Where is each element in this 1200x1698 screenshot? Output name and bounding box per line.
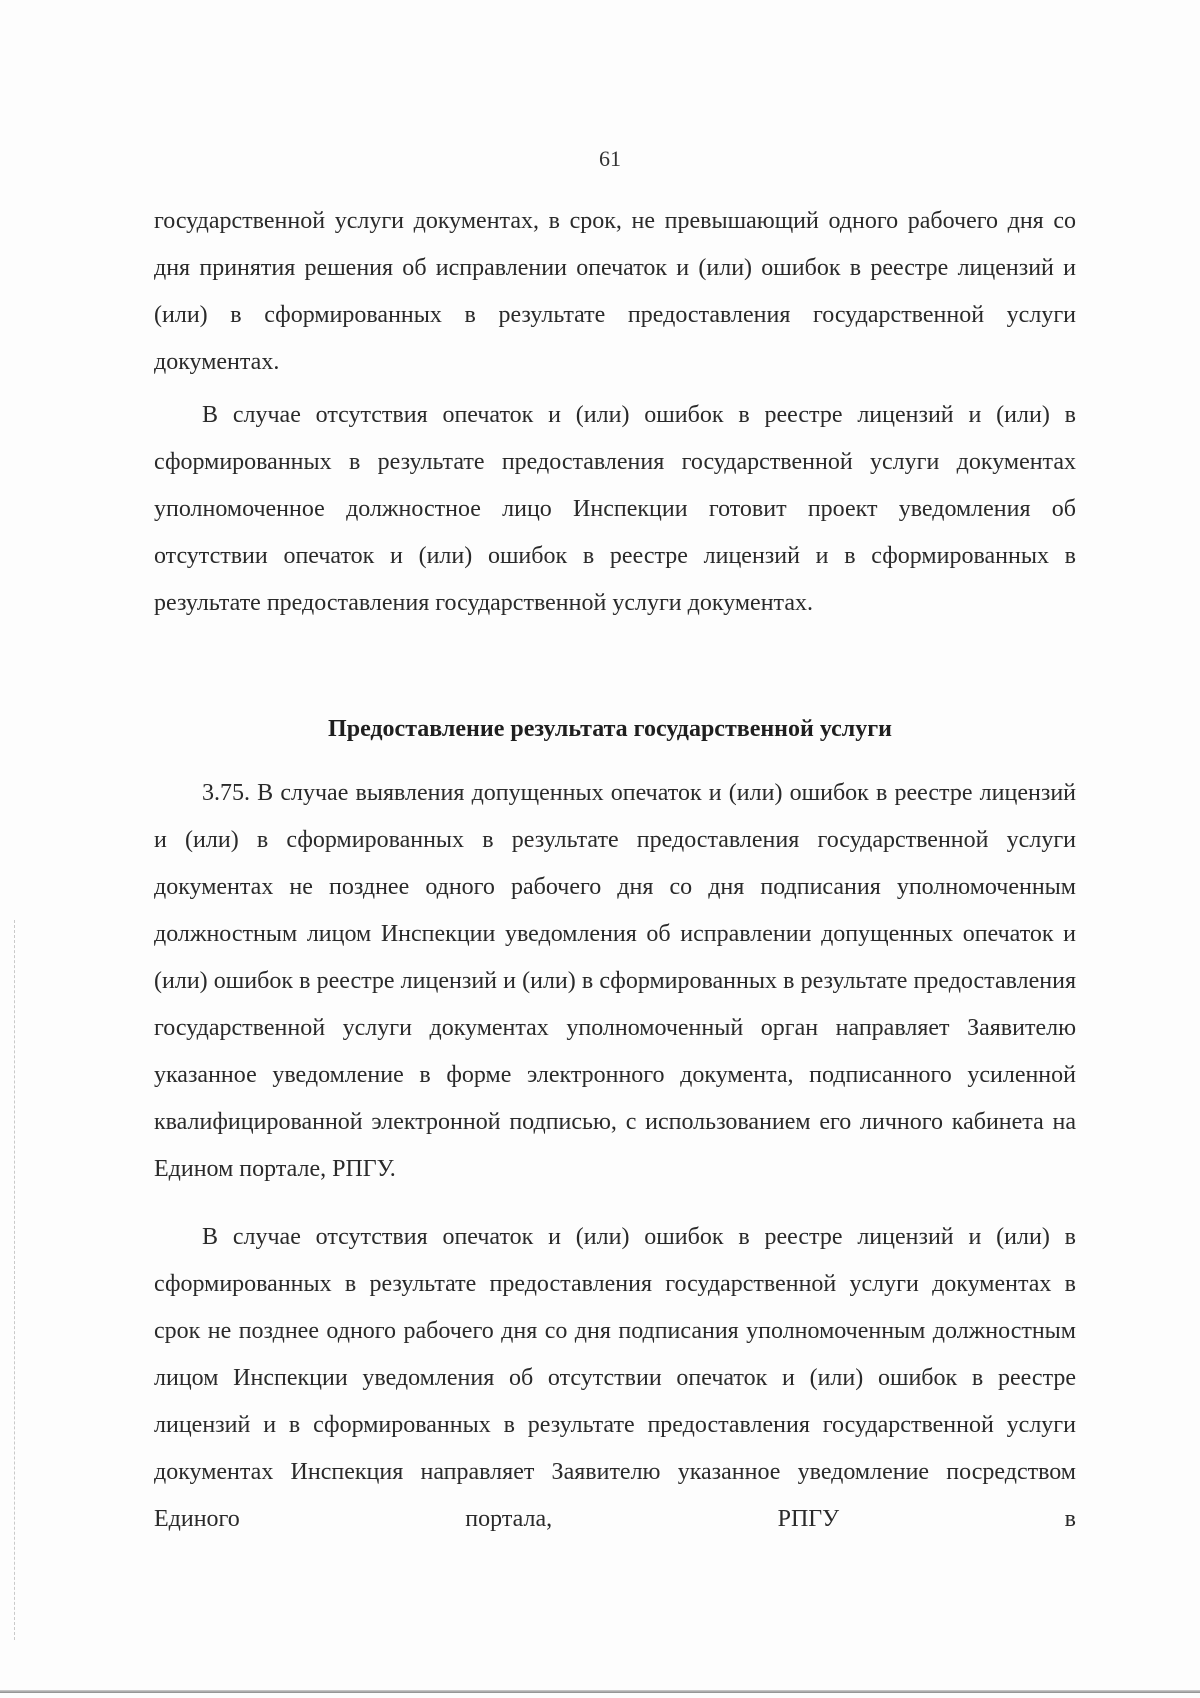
paragraph-no-errors-delivery: В случае отсутствия опечаток и (или) ошибок в реестре лицензий и (или) в сформированных в результате предоставления государственной услуги документах в срок не позднее одного рабочего дня со дня подписания уполномоченным должностным лицом Инспекции уведомления об отсутствии опечаток и (или) ошибок в реестре лицензий и в сформированных в результате предоставления государственной услуги документах Инспекция направляет Заявителю указанное уведомление посредством Единого портала, РПГУ в xyxy=(154,1224,1076,1532)
paragraph-continuation: государственной услуги документах, в срок, не превышающий одного рабочего дня со дня принятия решения об исправлении опечаток и (или) ошибок в реестре лицензий и (или) в сформированных в результате предоставления государственной услуги документах. xyxy=(154,208,1076,375)
section-heading: Предоставление результата государственной услуги xyxy=(328,716,892,742)
paragraph-3-75: 3.75. В случае выявления допущенных опечаток и (или) ошибок в реестре лицензий и (или) в сформированных в результате предоставления государственной услуги документах не позднее одного рабочего дня со дня подписания уполномоченным должностным лицом Инспекции уведомления об исправлении допущенных опечаток и (или) ошибок в реестре лицензий и (или) в сформированных в результате предоставления государственной услуги документах уполномоченный орган направляет Заявителю указанное уведомление в форме электронного документа, подписанного усиленной квалифицированной электронной подписью, с использованием его личного кабинета на Едином портале, РПГУ. xyxy=(154,780,1076,1182)
paragraph-no-errors-notice: В случае отсутствия опечаток и (или) ошибок в реестре лицензий и (или) в сформированных в результате предоставления государственной услуги документах уполномоченное должностное лицо Инспекции готовит проект уведомления об отсутствии опечаток и (или) ошибок в реестре лицензий и в сформированных в результате предоставления государственной услуги документах. xyxy=(154,402,1076,616)
scan-edge-bottom xyxy=(0,1690,1200,1693)
page-number: 61 xyxy=(599,146,621,171)
scan-edge-left xyxy=(14,920,16,1640)
